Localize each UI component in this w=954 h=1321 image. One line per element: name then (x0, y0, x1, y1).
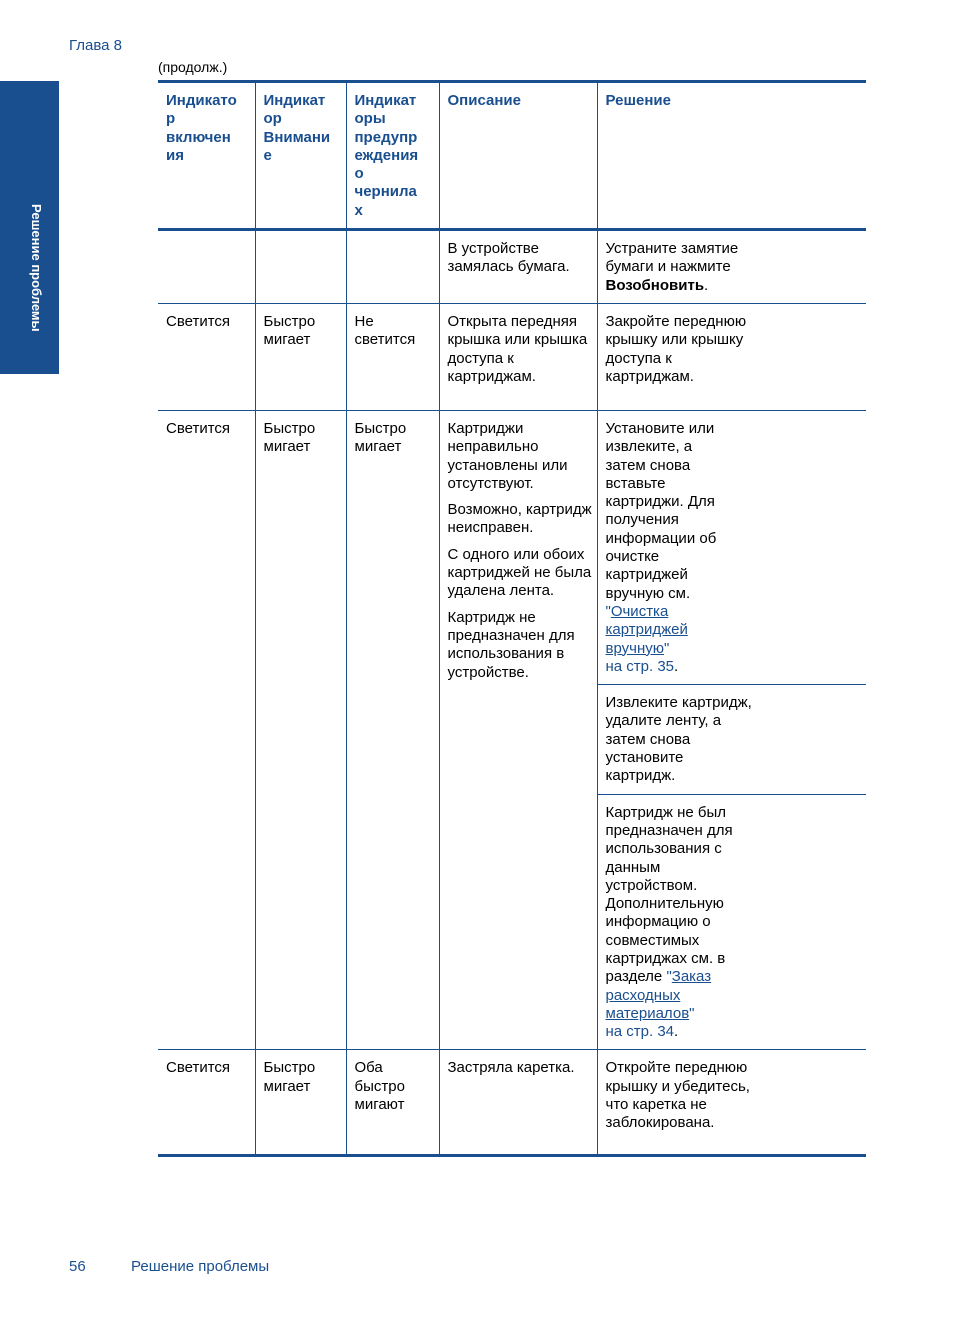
col-power-header: Индикато р включен ия (158, 82, 255, 230)
cell-attention (255, 230, 346, 304)
page-number: 56 (69, 1258, 86, 1275)
description-text: С одного или обоих картриджей не была удалена лента. (447, 545, 592, 600)
cell-attention: Быстро мигает (255, 303, 346, 410)
col-description-header: Описание (439, 82, 597, 230)
cell-description (439, 230, 597, 304)
cell-power: Светится (158, 303, 255, 410)
cell-attention: Быстро мигает (255, 410, 346, 1050)
col-solution-header: Решение (597, 82, 866, 230)
description-text: В устройстве замялась бумага. (447, 240, 570, 276)
quote-close: " (664, 639, 670, 657)
quote-close: " (689, 1004, 695, 1022)
cell-solution: Закройте переднюю крышку или крышку доступа к картриджам. (597, 303, 866, 410)
cell-description (439, 410, 597, 1050)
cell-ink: Не светится (346, 303, 439, 410)
cell-attention: Быстро мигает (255, 1050, 346, 1156)
description-text: Открыта передняя крышка или крышка доступа к картриджам. (447, 312, 588, 385)
cell-solution (597, 410, 866, 684)
quote-open: " (666, 968, 672, 986)
solution-text: Картридж не был предназначен для использования с данным устройством. Дополнительную информацию о совместимых картриджах см. в разделе (605, 803, 733, 986)
side-tab-label: Решение проблемы (29, 204, 44, 332)
solution-end: . (704, 276, 709, 294)
cell-solution: Извлеките картридж, удалите ленту, а затем снова установите картридж. (597, 685, 866, 794)
resume-button-label: Возобновить (605, 276, 705, 294)
table-header-row (158, 82, 866, 230)
col-attention-header: Индикат ор Внимани е (255, 82, 346, 230)
table-row (158, 410, 866, 684)
table-row (158, 303, 866, 410)
status-table (158, 80, 866, 1157)
solution-end: . (674, 657, 679, 675)
cell-ink (346, 230, 439, 304)
solution-text: Установите или извлеките, а затем снова вставьте картриджи. Для получения информации об очистке картриджей вручную см. (605, 419, 717, 602)
page-ref[interactable]: на стр. 35 (605, 657, 675, 675)
table-row (158, 230, 866, 304)
col-ink-header: Индикат оры предупр еждения о чернила х (346, 82, 439, 230)
cell-ink: Быстро мигает (346, 410, 439, 1050)
chapter-label: Глава 8 (69, 37, 123, 54)
cell-power (158, 230, 255, 304)
table-row (158, 1050, 866, 1156)
solution-end: . (674, 1023, 679, 1041)
cell-solution: Откройте переднюю крышку и убедитесь, что каретка не заблокирована. (597, 1050, 866, 1156)
link-clean-cartridges[interactable]: Очистка картриджей вручную (605, 602, 688, 657)
link-order-supplies[interactable]: Заказ расходных материалов (605, 968, 712, 1022)
cell-solution (597, 794, 866, 1050)
continued-label: (продолж.) (158, 59, 228, 75)
cell-description (439, 303, 597, 410)
quote-open: " (605, 602, 611, 620)
cell-power: Светится (158, 410, 255, 1050)
description-text: Картридж не предназначен для использования в устройстве. (447, 608, 575, 681)
description-text: Возможно, картридж неисправен. (447, 501, 592, 537)
page-ref[interactable]: на стр. 34 (605, 1023, 675, 1041)
footer-section: Решение проблемы (131, 1258, 270, 1275)
cell-solution (597, 230, 866, 304)
description-text: Застряла каретка. (447, 1059, 575, 1077)
cell-power: Светится (158, 1050, 255, 1156)
description-text: Картриджи неправильно установлены или отсутствуют. (447, 419, 568, 492)
cell-ink: Оба быстро мигают (346, 1050, 439, 1156)
cell-description (439, 1050, 597, 1156)
solution-text: Устраните замятие бумаги и нажмите (605, 240, 739, 276)
